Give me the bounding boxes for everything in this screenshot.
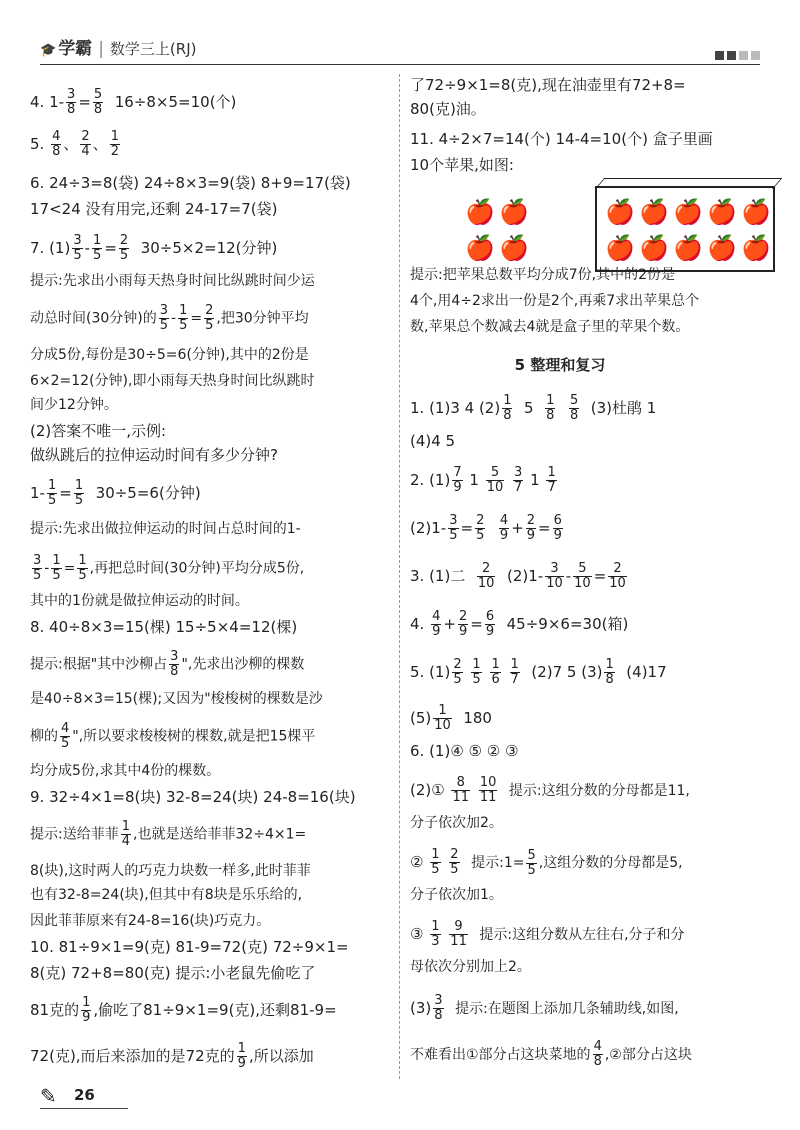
left-line: [30, 996, 337, 1025]
left-line: [30, 820, 306, 849]
text: 1-: [30, 484, 45, 502]
left-line: [30, 198, 277, 220]
fraction: $\frac{10}{11}$: [479, 775, 497, 805]
left-line: [30, 650, 304, 679]
text: 提示:1=: [471, 855, 525, 871]
text: =: [104, 239, 117, 257]
apple-icon: 🍎: [465, 198, 495, 226]
text: 也有32-8=24(块),但其中有8块是乐乐给的,: [30, 887, 303, 903]
left-line: [30, 370, 314, 392]
fraction: $\frac{1}{2}$: [110, 129, 119, 159]
apple-figure: [465, 186, 771, 276]
text: 7. (1): [30, 239, 71, 257]
right-line: [410, 812, 503, 834]
apple-icon: 🍎: [639, 234, 669, 262]
fraction: $\frac{5}{8}$: [569, 393, 579, 423]
text: 是40÷8×3=15(棵);又因为"梭梭树的棵数是沙: [30, 691, 323, 707]
text: 了72÷9×1=8(克),现在油壶里有72+8=: [410, 76, 686, 94]
fraction: $\frac{1}{4}$: [121, 819, 130, 849]
text: 提示:先求出小雨每天热身时间比纵跳时间少运: [30, 273, 315, 289]
fraction: $\frac{1}{5}$: [74, 478, 84, 508]
fraction: $\frac{3}{7}$: [514, 465, 523, 495]
left-line: [30, 590, 249, 612]
text: 提示:先求出做拉伸运动的时间占总时间的1-: [30, 521, 301, 537]
text: 45÷9×6=30(箱): [506, 615, 629, 633]
text: 3. (1)二: [410, 567, 466, 585]
left-line: [30, 270, 315, 292]
apple-icon: 🍎: [741, 198, 771, 226]
text: ③: [410, 925, 424, 943]
right-line: [410, 128, 713, 150]
right-line: [410, 290, 699, 312]
page-header: [40, 24, 760, 68]
fraction: $\frac{5}{10}$: [486, 465, 504, 495]
fraction: $\frac{3}{5}$: [73, 233, 82, 263]
fraction: $\frac{1}{8}$: [503, 393, 512, 423]
right-line: (2)1- $\frac{3}{5}$ = $\frac{2}{5}$ $\frac{4}{9}$ + $\frac{2}{9}$ = $\frac{6}{9}$: [410, 513, 562, 543]
text: 1: [469, 471, 479, 489]
fraction: $\frac{4}{8}$: [593, 1039, 602, 1069]
right-line: [410, 354, 710, 376]
apple-icon: 🍎: [499, 198, 529, 226]
apple-icon: 🍎: [639, 198, 669, 226]
fraction: $\frac{4}{9}$: [432, 609, 441, 639]
column-divider: [399, 74, 400, 1079]
fraction: $\frac{3}{10}$: [546, 561, 563, 591]
fraction: $\frac{2}{10}$: [609, 561, 626, 591]
fraction: $\frac{1}{8}$: [546, 393, 555, 423]
fraction: $\frac{3}{8}$: [67, 87, 76, 117]
fraction: $\frac{9}{11}$: [450, 919, 467, 949]
left-line: [30, 344, 309, 366]
text: 6. (1)④ ⑤ ② ③: [410, 742, 519, 760]
apple-icon: 🍎: [673, 234, 703, 262]
text: =: [78, 93, 91, 111]
right-line: [410, 658, 667, 687]
left-line: [30, 688, 323, 710]
text: 17<24 没有用完,还剩 24-17=7(袋): [30, 200, 278, 218]
text: 30÷5×2=12(分钟): [140, 239, 278, 257]
fraction: $\frac{1}{6}$: [491, 657, 500, 687]
fraction: $\frac{1}{5}$: [47, 478, 57, 508]
fraction: $\frac{1}{5}$: [472, 657, 481, 687]
text: (3)杜鹃 1: [590, 399, 657, 417]
text: ,把30分钟平均: [216, 310, 309, 327]
text: 5. (1): [410, 663, 451, 681]
header-squares: [712, 46, 760, 64]
left-line: [30, 910, 270, 932]
left-line: [30, 172, 351, 194]
left-line: [30, 518, 301, 540]
fraction: $\frac{1}{5}$: [431, 847, 440, 877]
text: 16÷8×5=10(个): [114, 93, 237, 111]
apple-icon: 🍎: [605, 198, 635, 226]
page-footer: [40, 1080, 140, 1112]
text: 分子依次加1。: [410, 887, 503, 903]
right-line: [410, 394, 656, 423]
text: 均分成5份,求其中4份的棵数。: [30, 763, 221, 779]
brand-name: 学霸: [58, 39, 93, 59]
subject: 数学三上(RJ): [109, 40, 197, 58]
text: 6×2=12(分钟),即小雨每天热身时间比纵跳时: [30, 373, 315, 389]
text: 、: [63, 135, 79, 153]
left-line: [30, 420, 166, 442]
text: ,也就是送给菲菲32÷4×1=: [133, 826, 307, 843]
text: 提示:根据"其中沙柳占: [30, 656, 168, 673]
apple-icon: 🍎: [673, 198, 703, 226]
text: 提示:送给菲菲: [30, 826, 119, 843]
apple-icon: 🍎: [707, 234, 737, 262]
fraction: $\frac{6}{9}$: [485, 609, 495, 639]
text: 柳的: [30, 728, 58, 745]
right-line: [410, 466, 559, 495]
left-line: [30, 722, 315, 751]
right-line: [410, 740, 518, 762]
brand: [40, 34, 196, 59]
text: 母依次分别加上2。: [410, 959, 531, 975]
right-line: [410, 316, 689, 338]
text: 提示:在题图上添加几条辅助线,如图,: [455, 1001, 679, 1017]
text: 1. (1)3 4 (2): [410, 399, 501, 417]
separator: |: [98, 39, 104, 59]
left-line: $\frac{3}{5}$ - $\frac{1}{5}$ = $\frac{1}{5}$ ,再把总时间(30分钟)平均分成5份,: [33, 553, 305, 583]
left-line: [30, 1042, 314, 1071]
text: 5.: [30, 135, 45, 153]
text: 做纵跳后的拉伸运动时间有多少分钟?: [30, 446, 278, 464]
fraction: $\frac{3}{5}$: [33, 553, 42, 583]
fraction: $\frac{1}{10}$: [434, 703, 451, 733]
fraction: $\frac{2}{5}$: [453, 657, 462, 687]
apple-icon: 🍎: [465, 234, 495, 262]
header-rule: [40, 64, 760, 65]
fraction: $\frac{3}{8}$: [434, 993, 443, 1023]
text: (2)1-: [506, 567, 544, 585]
text: 2. (1): [410, 471, 451, 489]
text: (3): [410, 999, 432, 1017]
left-line: [30, 962, 315, 984]
fraction: $\frac{2}{9}$: [458, 609, 468, 639]
text: (2)7 5 (3): [531, 663, 603, 681]
left-line: [30, 786, 356, 808]
fraction: $\frac{1}{7}$: [547, 465, 556, 495]
text: 80(克)油。: [410, 100, 486, 118]
text: 提示:这组分数从左往右,分子和分: [479, 927, 685, 943]
text: 4个,用4÷2求出一份是2个,再乘7求出苹果总个: [410, 293, 700, 309]
right-line: [410, 994, 679, 1023]
text: 不难看出①部分占这块菜地的: [410, 1046, 591, 1063]
fraction: $\frac{1}{3}$: [431, 919, 440, 949]
right-line: [410, 704, 492, 733]
left-line: [30, 860, 311, 882]
text: 9. 32÷4×1=8(块) 32-8=24(块) 24-8=16(块): [30, 788, 356, 806]
text: 其中的1份就是做拉伸运动的时间。: [30, 593, 249, 609]
fraction: $\frac{1}{7}$: [510, 657, 519, 687]
left-line: [30, 884, 302, 906]
text: 6. 24÷3=8(袋) 24÷8×3=9(袋) 8+9=17(袋): [30, 174, 351, 192]
fraction: $\frac{1}{5}$: [179, 303, 188, 333]
text: (5): [410, 709, 432, 727]
text: ,偷吃了81÷9×1=9(克),还剩81-9=: [93, 1001, 337, 1019]
text: 分子依次加2。: [410, 815, 503, 831]
text: 4. 1-: [30, 93, 65, 111]
text: (4)4 5: [410, 432, 456, 450]
fraction: $\frac{4}{8}$: [52, 129, 61, 159]
left-line: [30, 394, 118, 416]
left-line: 1- $\frac{1}{5}$ = $\frac{1}{5}$ 30÷5=6(分钟): [30, 478, 201, 508]
fraction: $\frac{5}{10}$: [574, 561, 591, 591]
text: ,再把总时间(30分钟)平均分成5份,: [89, 560, 305, 577]
text: 30÷5=6(分钟): [95, 484, 201, 502]
text: (2)①: [410, 781, 445, 799]
pencil-icon: ✎: [40, 1084, 57, 1108]
left-line: [30, 936, 349, 958]
fraction: $\frac{2}{4}$: [81, 129, 90, 159]
text: 提示:把苹果总数平均分成7份,其中的2份是: [410, 267, 675, 283]
text: (4)17: [626, 663, 667, 681]
text: 8. 40÷8×3=15(棵) 15÷5×4=12(棵): [30, 618, 298, 636]
fraction: $\frac{1}{5}$: [52, 553, 61, 583]
right-line: [410, 98, 486, 120]
fraction: $\frac{1}{5}$: [78, 553, 87, 583]
fraction: $\frac{4}{5}$: [61, 721, 70, 751]
page-number: 26: [74, 1086, 95, 1104]
fraction: $\frac{2}{10}$: [477, 561, 495, 591]
text: 动总时间(30分钟)的: [30, 310, 157, 327]
right-line: [410, 1040, 692, 1069]
left-line: [30, 616, 297, 638]
text: 5: [524, 399, 534, 417]
text: 因此菲菲原来有24-8=16(块)巧克力。: [30, 913, 271, 929]
right-line: [410, 74, 686, 96]
fraction: $\frac{1}{9}$: [237, 1041, 246, 1071]
mortarboard-icon: 🎓: [40, 43, 57, 58]
text: 72(克),而后来添加的是72克的: [30, 1047, 235, 1065]
text: 10. 81÷9×1=9(克) 81-9=72(克) 72÷9×1=: [30, 938, 349, 956]
fraction: $\frac{5}{8}$: [93, 87, 103, 117]
fraction: $\frac{6}{9}$: [553, 513, 562, 543]
left-line: [30, 444, 278, 466]
left-line: [30, 234, 277, 263]
right-line: [410, 884, 503, 906]
text: 分成5份,每份是30÷5=6(分钟),其中的2份是: [30, 347, 309, 363]
text: 180: [463, 709, 492, 727]
text: ②: [410, 853, 424, 871]
apple-icon: 🍎: [741, 234, 771, 262]
fraction: $\frac{7}{9}$: [453, 465, 462, 495]
text: 间少12分钟。: [30, 397, 118, 413]
fraction: $\frac{2}{5}$: [205, 303, 214, 333]
text: 81克的: [30, 1001, 80, 1019]
right-line: [410, 920, 685, 949]
right-line: 4. $\frac{4}{9}$ + $\frac{2}{9}$ = $\frac{6}{9}$ 45÷9×6=30(箱): [410, 609, 629, 639]
fraction: $\frac{5}{5}$: [527, 847, 536, 878]
text: ,②部分占这块: [604, 1046, 692, 1063]
fraction: $\frac{2}{5}$: [476, 513, 485, 543]
fraction: $\frac{1}{9}$: [82, 995, 91, 1025]
text: 4.: [410, 615, 425, 633]
text: (2)1-: [410, 519, 447, 537]
right-line: [410, 848, 683, 878]
fraction: $\frac{1}{5}$: [93, 233, 102, 263]
text: 1: [530, 471, 540, 489]
fraction: $\frac{4}{9}$: [499, 513, 509, 543]
apple-icon: 🍎: [605, 234, 635, 262]
left-line: 动总时间(30分钟)的 $\frac{3}{5}$ - $\frac{1}{5}$ = $\frac{2}{5}$ ,把30分钟平均: [30, 303, 309, 333]
right-line: [410, 154, 514, 176]
fraction: $\frac{3}{5}$: [449, 513, 458, 543]
apple-icon: 🍎: [707, 198, 737, 226]
text: 8(块),这时两人的巧克力块数一样多,此时菲菲: [30, 863, 311, 879]
fraction: $\frac{2}{5}$: [450, 847, 459, 877]
right-line: 3. (1)二 $\frac{2}{10}$ (2)1- $\frac{3}{10}$ - $\frac{5}{10}$ = $\frac{2}{10}$: [410, 561, 626, 591]
left-line: 5. $\frac{4}{8}$ 、 $\frac{2}{4}$ 、 $\frac{1}{2}$: [30, 129, 119, 159]
text: 5 整理和复习: [514, 356, 606, 374]
fraction: $\frac{2}{5}$: [119, 233, 129, 263]
left-line: [30, 760, 220, 782]
text: 11. 4÷2×7=14(个) 14-4=10(个) 盒子里画: [410, 130, 713, 148]
fraction: $\frac{3}{8}$: [170, 649, 179, 679]
fraction: $\frac{8}{11}$: [452, 775, 470, 805]
right-line: [410, 430, 455, 452]
fraction: $\frac{1}{8}$: [605, 657, 614, 687]
right-line: [410, 776, 690, 805]
right-line: [410, 956, 531, 978]
text: 10个苹果,如图:: [410, 156, 514, 174]
text: ,所以添加: [248, 1047, 314, 1065]
text: (2)答案不唯一,示例:: [30, 422, 167, 440]
text: ",先求出沙柳的棵数: [181, 656, 305, 673]
fraction: $\frac{3}{5}$: [159, 303, 169, 333]
left-line: [30, 88, 236, 117]
fraction: $\frac{2}{9}$: [526, 513, 536, 543]
text: 提示:这组分数的分母都是11,: [508, 783, 690, 799]
text: -: [84, 239, 91, 257]
text: 数,苹果总个数减去4就是盒子里的苹果个数。: [410, 319, 690, 335]
text: ,这组分数的分母都是5,: [538, 855, 683, 871]
text: 8(克) 72+8=80(克) 提示:小老鼠先偷吃了: [30, 964, 316, 982]
text: ",所以要求梭梭树的棵数,就是把15棵平: [72, 728, 316, 745]
apple-icon: 🍎: [499, 234, 529, 262]
